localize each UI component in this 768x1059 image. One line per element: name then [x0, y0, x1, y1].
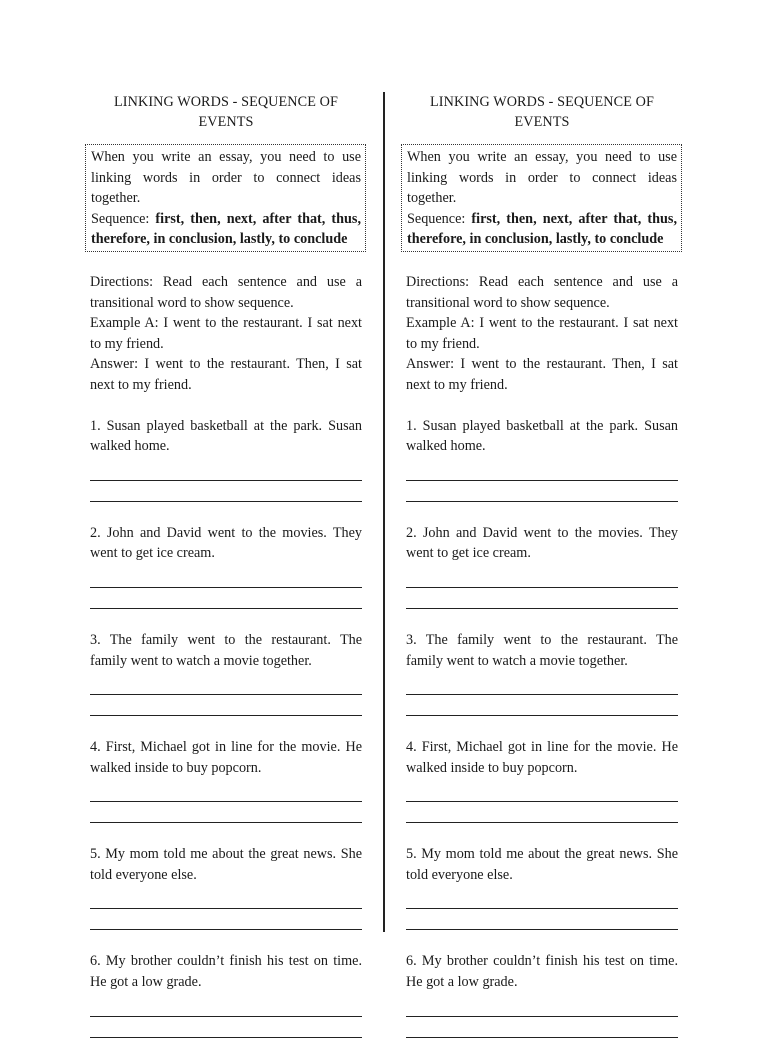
sequence-line [91, 209, 361, 250]
exercise-prompt: 5. My mom told me about the great news. She told everyone else. [90, 846, 362, 883]
exercise-item [406, 630, 678, 716]
sequence-words: first, then, next, after that, thus, therefore, in conclusion, lastly, to conclude [91, 210, 361, 248]
answer-line[interactable] [406, 1016, 678, 1017]
answer-text: Answer: I went to the restaurant. Then, I sat next to my friend. [90, 356, 362, 393]
intro-text: When you write an essay, you need to use linking words in order to connect ideas together. [91, 149, 361, 207]
exercise-prompt: 3. The family went to the restaurant. The family went to watch a movie together. [90, 631, 362, 669]
answer-line[interactable] [90, 929, 362, 930]
answer-line[interactable] [90, 1016, 362, 1017]
exercise-item [90, 844, 362, 930]
exercise-prompt: 1. Susan played basketball at the park. Susan walked home. [90, 417, 362, 455]
sequence-label: Sequence: [407, 210, 472, 227]
exercise-item [406, 951, 678, 1037]
answer-line[interactable] [406, 608, 678, 609]
answer-line[interactable] [90, 501, 362, 502]
answer-line[interactable] [90, 587, 362, 588]
answer-line[interactable] [406, 694, 678, 695]
answer-line[interactable] [90, 1037, 362, 1038]
answer-line[interactable] [406, 1037, 678, 1038]
linking-words-info-box [401, 144, 682, 252]
sequence-words: first, then, next, after that, thus, therefore, in conclusion, lastly, to conclude [407, 210, 677, 248]
exercise-item [90, 737, 362, 823]
answer-line[interactable] [90, 480, 362, 481]
answer-line[interactable] [406, 715, 678, 716]
exercise-prompt: 2. John and David went to the movies. They went to get ice cream. [406, 524, 678, 562]
exercise-item [90, 951, 362, 1037]
answer-line[interactable] [90, 822, 362, 823]
exercise-item [90, 630, 362, 716]
exercise-prompt: 2. John and David went to the movies. They went to get ice cream. [90, 524, 362, 562]
answer-line[interactable] [406, 801, 678, 802]
directions-section [406, 272, 678, 396]
title-line-1: LINKING WORDS - SEQUENCE OF [114, 94, 338, 110]
sequence-line [407, 209, 677, 250]
worksheet-column-right [406, 92, 678, 1059]
worksheet-column-left [90, 92, 362, 1059]
answer-line[interactable] [406, 822, 678, 823]
exercise-item [406, 844, 678, 930]
directions-text: Directions: Read each sentence and use a transitional word to show sequence. [406, 273, 678, 311]
answer-line[interactable] [406, 501, 678, 502]
example-text: Example A: I went to the restaurant. I sat next to my friend. [406, 315, 678, 352]
answer-line[interactable] [406, 587, 678, 588]
answer-line[interactable] [90, 908, 362, 909]
exercise-item [90, 416, 362, 502]
sequence-label: Sequence: [91, 210, 156, 227]
linking-words-info-box [85, 144, 366, 252]
answer-line[interactable] [406, 480, 678, 481]
answer-line[interactable] [90, 801, 362, 802]
answer-line[interactable] [406, 908, 678, 909]
answer-line[interactable] [406, 929, 678, 930]
title-line-2: EVENTS [514, 114, 570, 130]
exercise-prompt: 3. The family went to the restaurant. The family went to watch a movie together. [406, 631, 678, 669]
answer-line[interactable] [90, 608, 362, 609]
worksheet-title [406, 92, 678, 132]
exercise-prompt: 1. Susan played basketball at the park. Susan walked home. [406, 417, 678, 455]
exercise-item [90, 523, 362, 609]
answer-line[interactable] [90, 715, 362, 716]
exercise-prompt: 4. First, Michael got in line for the movie. He walked inside to buy popcorn. [90, 739, 362, 776]
exercise-prompt: 6. My brother couldn’t finish his test on time. He got a low grade. [90, 953, 362, 991]
title-line-2: EVENTS [198, 114, 254, 130]
title-line-1: LINKING WORDS - SEQUENCE OF [430, 94, 654, 110]
answer-text: Answer: I went to the restaurant. Then, I sat next to my friend. [406, 356, 678, 393]
exercise-item [406, 523, 678, 609]
exercise-prompt: 5. My mom told me about the great news. She told everyone else. [406, 846, 678, 883]
intro-text: When you write an essay, you need to use linking words in order to connect ideas together. [407, 149, 677, 207]
directions-section [90, 272, 362, 396]
worksheet-title [90, 92, 362, 132]
example-text: Example A: I went to the restaurant. I sat next to my friend. [90, 315, 362, 352]
exercise-item [406, 737, 678, 823]
column-divider [383, 92, 385, 932]
exercise-prompt: 4. First, Michael got in line for the movie. He walked inside to buy popcorn. [406, 739, 678, 776]
exercise-prompt: 6. My brother couldn’t finish his test on time. He got a low grade. [406, 953, 678, 991]
directions-text: Directions: Read each sentence and use a transitional word to show sequence. [90, 273, 362, 311]
exercise-item [406, 416, 678, 502]
answer-line[interactable] [90, 694, 362, 695]
